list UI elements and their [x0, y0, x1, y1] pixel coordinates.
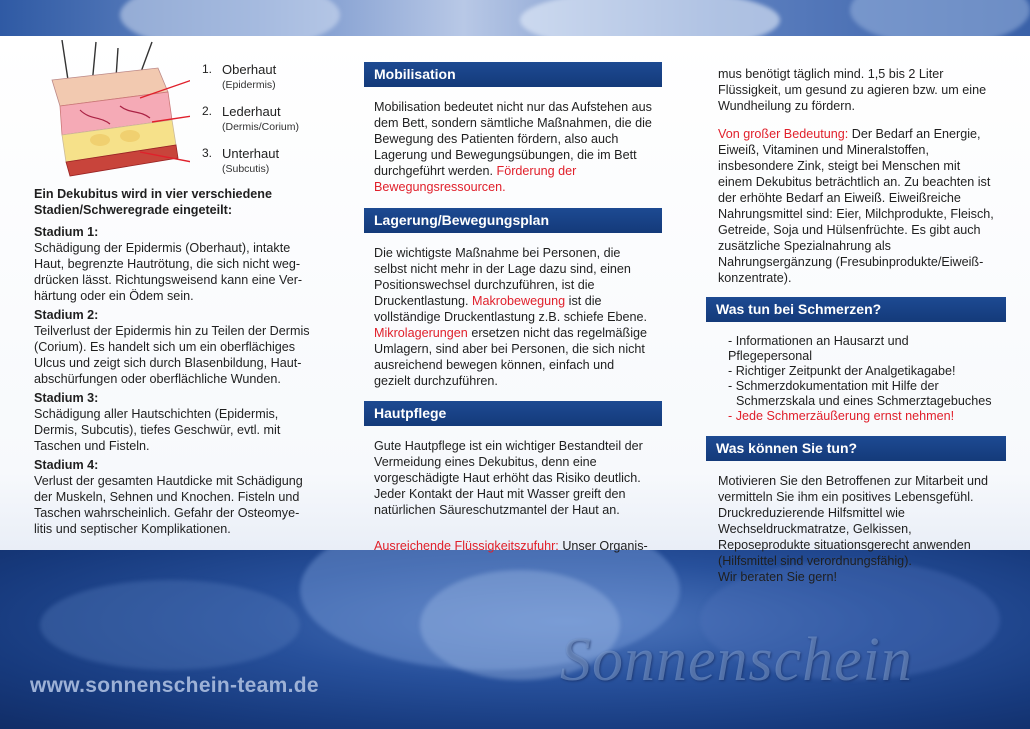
mobilisation-heading: Mobilisation [364, 62, 662, 87]
sonnenschein-logo: Sonnenschein [560, 626, 913, 694]
legend-number: 1. [202, 62, 213, 76]
list-item: - Informationen an Hausarzt und Pflegepersonal [728, 334, 909, 363]
stage-text: Verlust der gesamten Hautdicke mit Schädigung der Muskeln, Sehnen und Knochen. Fisteln und Taschen wahrscheinlich. Gefahr der Osteomyelitis und septischer Komplikationen. [34, 474, 303, 536]
tun-text: Motivieren Sie den Betroffenen zur Mitarbeit und vermitteln Sie ihm ein positives Lebensgefühl. Druckreduzierende Hilfsmittel wie Wechseldruckmatratze, Gelkissen, Reposeprodukte situationsgerecht anwenden (Hilfsmittel sind verordnungsfähig). [718, 474, 988, 568]
stage-text: Schädigung der Epidermis (Oberhaut), intakte Haut, begrenzte Hautrötung, die sich nicht wegdrücken lässt. Richtungsweisend kann eine Verhärtung oder ein Ödem sein. [34, 241, 303, 303]
list-item-text: Schmerzdokumentation mit Hilfe der Schmerzskala und eines Schmerztagebuches [735, 379, 992, 408]
fluessigkeit-text [364, 518, 662, 554]
stage-2 [34, 307, 312, 387]
legend-title: Lederhaut [222, 104, 281, 119]
bedeutung-highlight: Von großer Bedeutung: [718, 127, 849, 141]
column-mobilisation [364, 62, 662, 554]
lagerung-heading: Lagerung/Bewegungsplan [364, 208, 662, 233]
fluessigkeit-body: Unser Organis- [562, 539, 648, 553]
legend-subtitle: (Dermis/Corium) [222, 121, 299, 133]
legend-number: 3. [202, 146, 213, 160]
list-item-text: Informationen an Hausarzt und Pflegepersonal [728, 334, 909, 363]
lagerung-body-3: ersetzen nicht das regelmäßige Umlagern, sind aber bei Personen, die sich nicht ausreichend bewegen können, einfach und gezielt durchzuführen. [374, 326, 648, 388]
makrobewegung-highlight: Makrobewegung [472, 294, 566, 308]
mobilisation-text [364, 87, 662, 195]
ernaehrung-text [706, 114, 1006, 286]
skin-layers-illustration [40, 40, 190, 180]
column-stadien [34, 186, 312, 537]
schmerzen-list [706, 322, 1006, 424]
website-link[interactable]: www.sonnenschein-team.de [30, 674, 319, 697]
legend-subtitle: (Subcutis) [222, 163, 270, 175]
list-item: - Schmerzdokumentation mit Hilfe der Schmerzskala und eines Schmerztagebuches [728, 379, 992, 408]
stage-text: Schädigung aller Hautschichten (Epidermis, Dermis, Subcutis), tiefes Geschwür, evtl. mit Taschen und Fisteln. [34, 407, 281, 453]
legend-subtitle: (Epidermis) [222, 79, 276, 91]
top-flower-band [0, 0, 1030, 36]
lagerung-body-1: Die wichtigste Maßnahme bei Personen, die selbst nicht mehr in der Lage dazu sind, einen Positionswechsel durchzuführen, ist die Druckentlastung. [374, 246, 631, 308]
stage-title: Stadium 3: [34, 391, 99, 405]
lagerung-text [364, 233, 662, 389]
stage-title: Stadium 4: [34, 458, 99, 472]
list-item-text: Jede Schmerzäußerung ernst nehmen! [735, 409, 955, 423]
fluessigkeit-highlight: Ausreichende Flüssigkeitszufuhr: [374, 539, 559, 553]
mobilisation-highlight: Förderung der Bewegungsressourcen. [374, 164, 577, 194]
stage-4 [34, 457, 312, 537]
legend-number: 2. [202, 104, 213, 118]
mobilisation-body: Mobilisation bedeutet nicht nur das Aufstehen aus dem Bett, sondern sämtliche Maßnahmen, die die Bewegung des Patienten fördern, also auch Lagerung und Bewegungsübungen, die im Bett durchgeführt werden. [374, 100, 652, 178]
tun-heading: Was können Sie tun? [706, 436, 1006, 461]
list-item-text: Richtiger Zeitpunkt der Analgetikagabe! [735, 364, 956, 378]
hautpflege-text: Gute Hautpflege ist ein wichtiger Bestandteil der Vermeidung eines Dekubitus, denn eine vorgeschädigte Haut erhöht das Risiko deutlich. Jeder Kontakt der Haut mit Wasser greift den natürlichen Säureschutzmantel der Haut an. [374, 439, 643, 517]
schmerzen-heading: Was tun bei Schmerzen? [706, 297, 1006, 322]
stage-3 [34, 390, 312, 454]
stage-text: Teilverlust der Epidermis hin zu Teilen der Dermis (Corium). Es handelt sich um ein oberflächiges Ulcus und zeigt sich durch Blasenbildung, Hautabschürfungen oder oberflächliche Wunden. [34, 324, 310, 386]
tun-closing: Wir beraten Sie gern! [718, 570, 837, 584]
legend-title: Unterhaut [222, 146, 280, 161]
list-item: - Jede Schmerzäußerung ernst nehmen! [728, 409, 955, 423]
lagerung-body-2: ist die vollständige Druckentlastung z.B. schiefe Ebene. [374, 294, 648, 324]
hautpflege-heading: Hautpflege [364, 401, 662, 426]
list-item: - Richtiger Zeitpunkt der Analgetikagabe! [728, 364, 956, 378]
ernaehrung-body: Der Bedarf an Energie, Eiweiß, Vitaminen und Mineralstoffen, insbesondere Zink, steigt bei Menschen mit einem Dekubitus beträchtlich an. Zu beachten ist der erhöhte Bedarf an Eiweiß. Eiweißreiche Nahrungsmittel sind: Eier, Milchprodukte, Fleisch, Getreide, Soja und Hülsenfrüchte. Es gibt auch zusätzliche Spezialnahrung als Nahrungsergänzung (Fresubinprodukte/Eiweißkonzentrate). [718, 127, 994, 285]
stage-title: Stadium 2: [34, 308, 99, 322]
mikrolagerungen-highlight: Mikrolagerungen [374, 326, 468, 340]
fluessigkeit-cont: mus benötigt täglich mind. 1,5 bis 2 Liter Flüssigkeit, um gesund zu agieren bzw. um eine Wundheilung zu fördern. [718, 67, 987, 113]
legend-title: Oberhaut [222, 62, 277, 77]
stage-1 [34, 224, 312, 304]
stage-title: Stadium 1: [34, 225, 99, 239]
column-ernaehrung [706, 66, 1006, 585]
stadien-intro: Ein Dekubitus wird in vier verschiedene Stadien/Schweregrade eingeteilt: [34, 187, 272, 217]
